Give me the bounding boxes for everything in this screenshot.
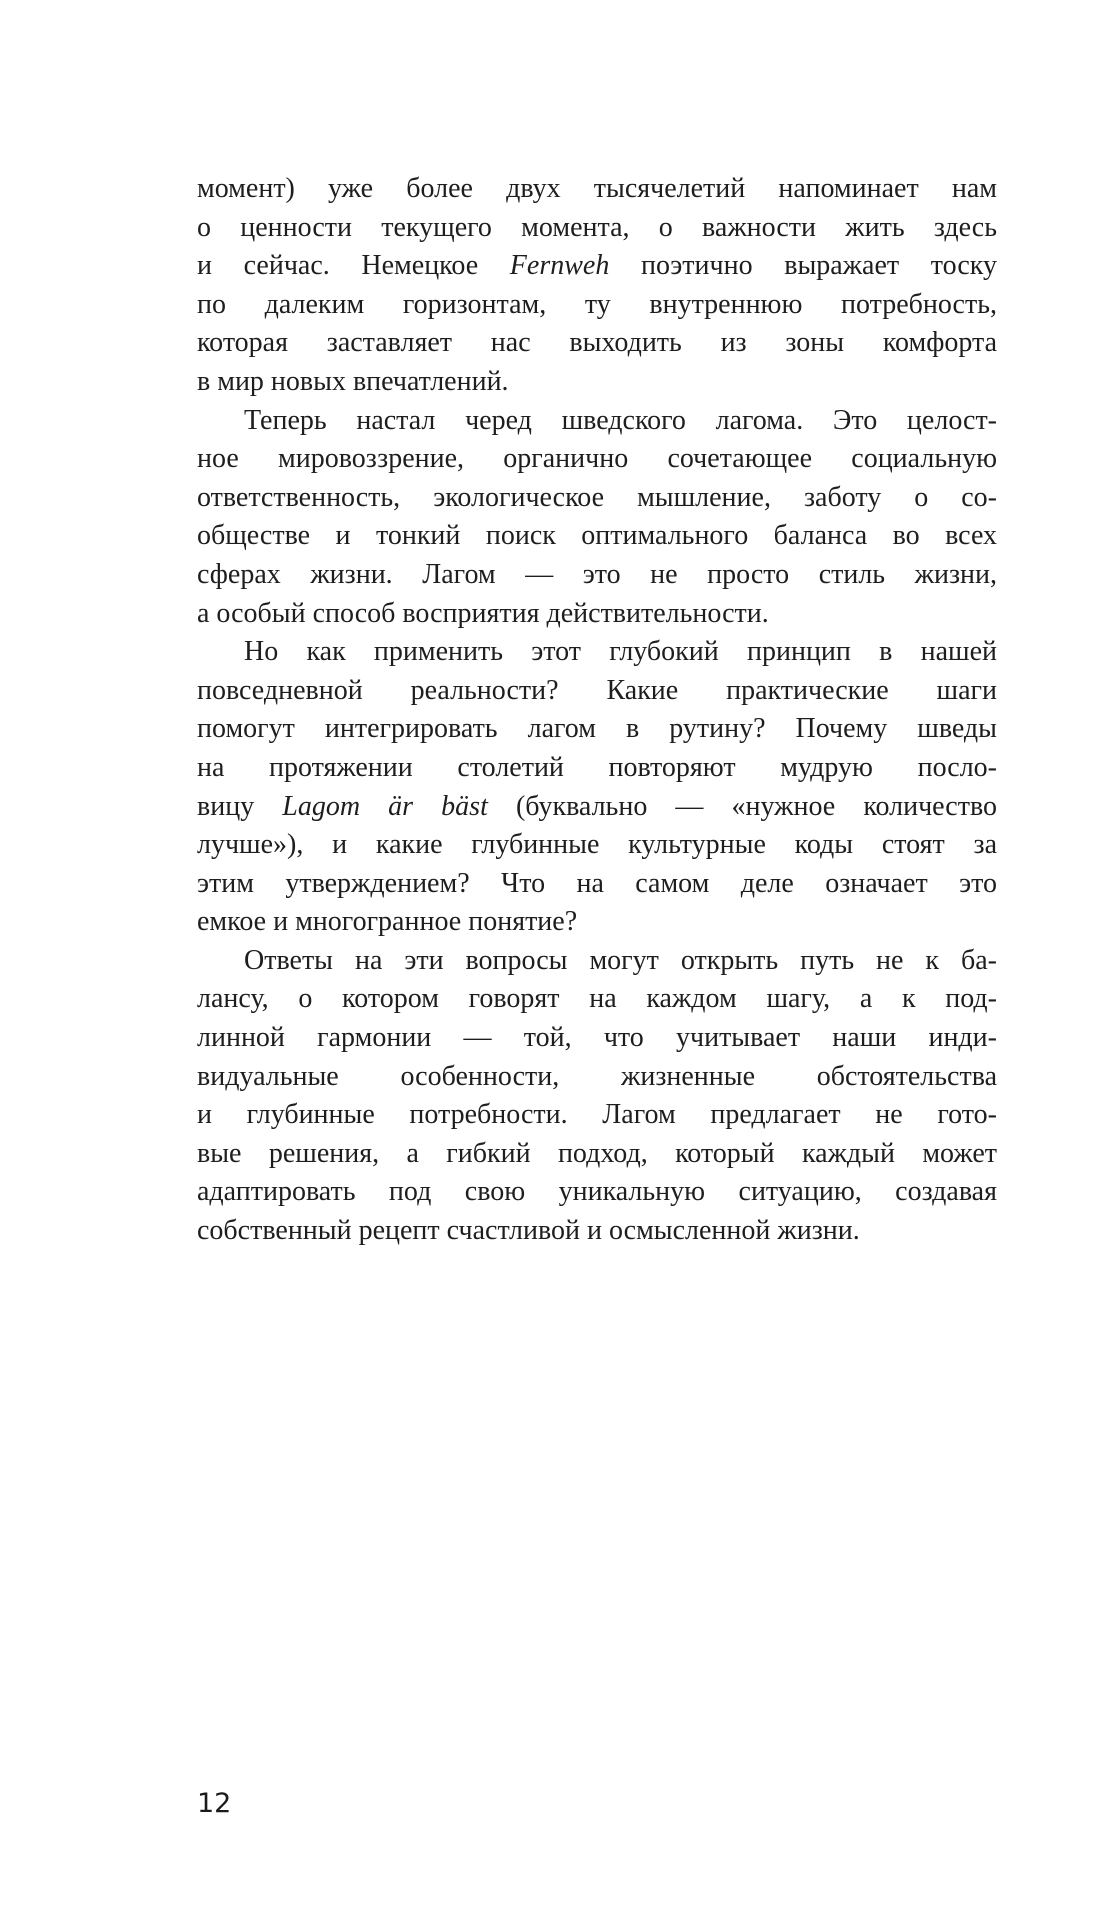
text-run: вые решения, а гибкий подход, который каждый может [197,1137,997,1169]
text-run: на протяжении столетий повторяют мудрую посло- [197,751,997,783]
text-line [197,942,997,981]
paragraph [197,402,997,634]
text-run: поэтично выражает тоску [609,250,997,282]
text-run: по далеким горизонтам, ту внутреннюю потребность, [197,288,997,320]
text-line [197,672,997,711]
text-run: Но как применить этот глубокий принцип в нашей [244,636,997,668]
text-line [197,556,997,595]
text-line [197,363,997,402]
text-run: линной гармонии — той, что учитывает наши инди- [197,1022,997,1054]
text-run: о ценности текущего момента, о важности жить здесь [197,211,997,243]
text-line [197,749,997,788]
text-line [197,1135,997,1174]
text-line [197,710,997,749]
text-run: помогут интегрировать лагом в рутину? Почему шведы [197,713,997,745]
paragraph [197,633,997,942]
text-line [197,402,997,441]
text-line [197,633,997,672]
text-line [197,595,997,634]
text-line [197,1096,997,1135]
text-line [197,324,997,363]
page-body-text [197,170,997,1251]
text-run: сферах жизни. Лагом — это не просто стиль жизни, [197,558,997,590]
text-line [197,903,997,942]
text-run: повседневной реальности? Какие практические шаги [197,674,997,706]
text-line [197,517,997,556]
text-line [197,1212,997,1251]
text-run: лучше»), и какие глубинные культурные коды стоят за [197,829,997,861]
text-run: и глубинные потребности. Лагом предлагает не гото- [197,1099,997,1131]
text-run: момент) уже более двух тысячелетий напоминает нам [197,173,997,204]
text-run: (буквально — «нужное количество [487,790,997,822]
text-run: видуальные особенности, жизненные обстоятельства [197,1060,997,1092]
text-run: ответственность, экологическое мышление, заботу о со- [197,481,997,513]
text-run: а особый способ восприятия действительности. [197,597,769,629]
text-run: емкое и многогранное понятие? [197,906,578,938]
text-line [197,865,997,904]
text-run: Ответы на эти вопросы могут открыть путь не к ба- [244,944,997,976]
text-run: адаптировать под свою уникальную ситуацию, создавая [197,1176,997,1208]
text-run: обществе и тонкий поиск оптимального баланса во всех [197,520,997,552]
text-line [197,788,997,827]
text-run: лансу, о котором говорят на каждом шагу, а к под- [197,983,997,1015]
text-line [197,286,997,325]
text-line [197,209,997,248]
page-number: 12 [197,1788,232,1819]
paragraph [197,170,997,402]
text-run: этим утверждением? Что на самом деле означает это [197,867,997,899]
italic-term: Lagom är bäst [282,790,488,822]
text-run: ное мировоззрение, органично сочетающее социальную [197,443,997,475]
text-line [197,980,997,1019]
text-line [197,440,997,479]
paragraph [197,942,997,1251]
text-line [197,1173,997,1212]
text-run: и сейчас. Немецкое [197,250,510,282]
text-run: собственный рецепт счастливой и осмысленной жизни. [197,1215,860,1247]
text-line [197,479,997,518]
text-run: в мир новых впечатлений. [197,365,509,397]
text-line [197,247,997,286]
text-line [197,1058,997,1097]
text-run: Теперь настал черед шведского лагома. Это целост- [244,404,997,436]
text-line [197,170,997,209]
text-run: которая заставляет нас выходить из зоны комфорта [197,327,997,359]
italic-term: Fernweh [509,250,610,282]
text-line [197,1019,997,1058]
text-line [197,826,997,865]
text-run: вицу [197,790,283,822]
